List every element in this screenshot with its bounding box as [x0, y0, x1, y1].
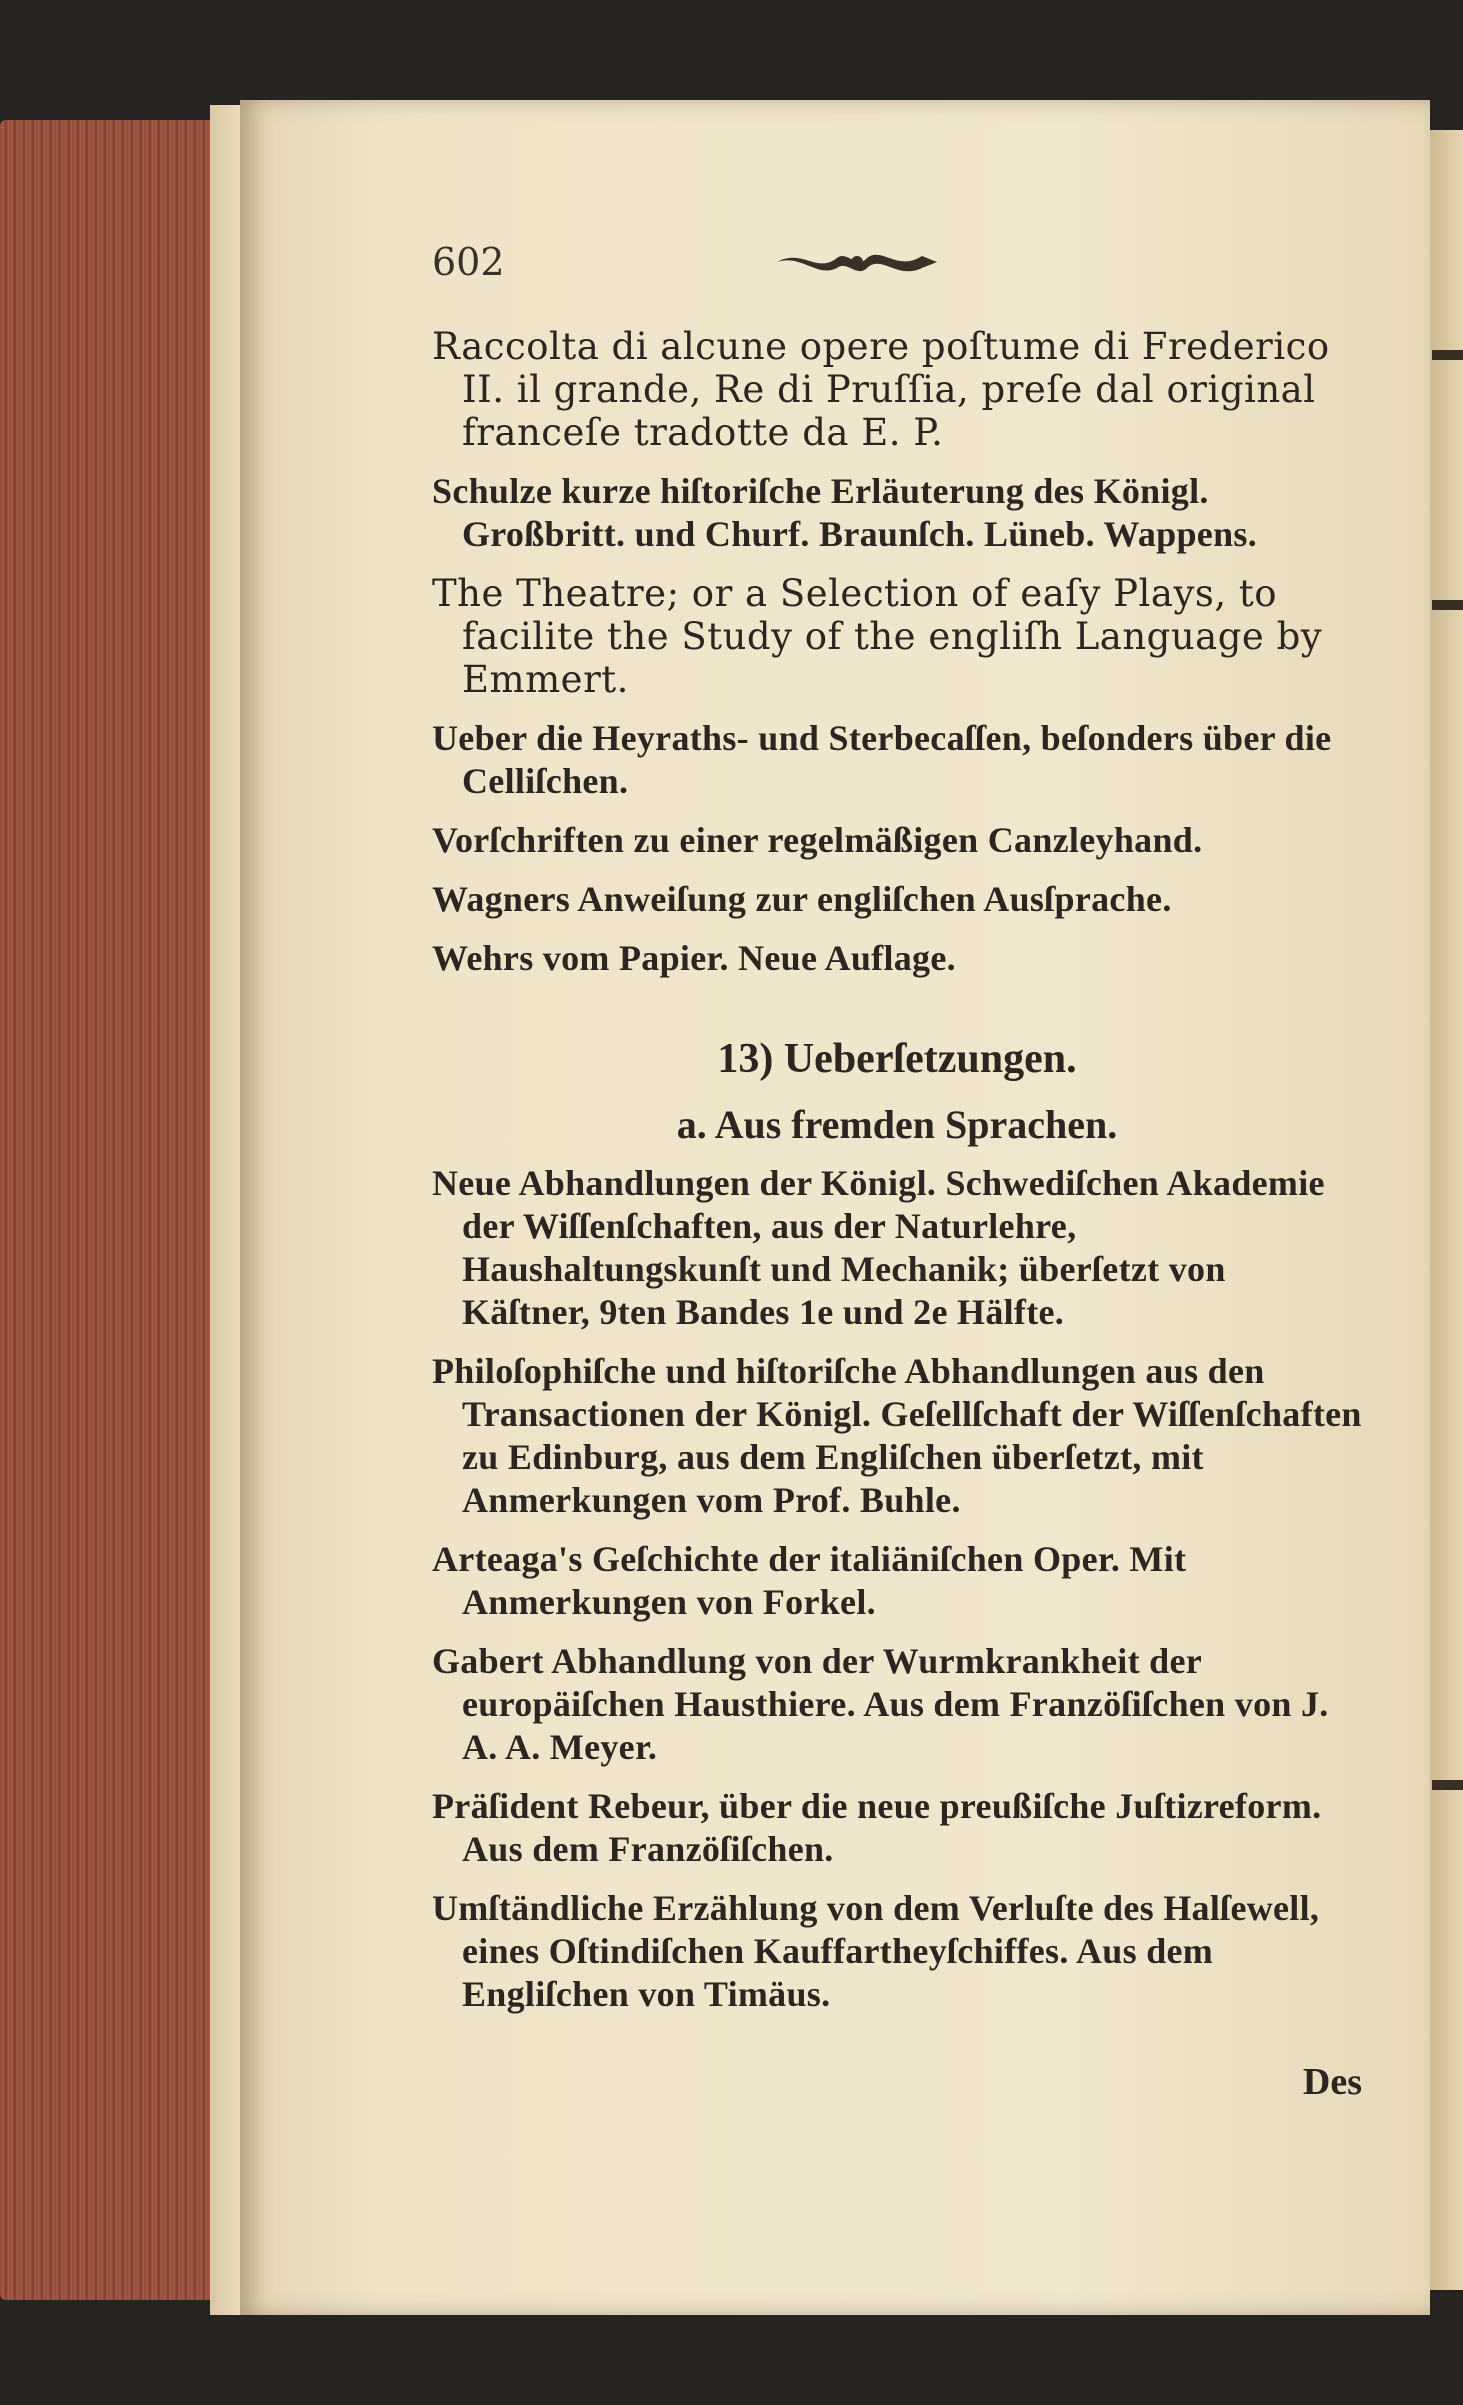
facing-page-edge: [1430, 130, 1463, 2290]
catalog-entry: Arteaga's Geſchichte der italiäniſchen Oper. Mit Anmerkungen von Forkel.: [432, 1539, 1187, 1622]
page-header: [432, 240, 1362, 300]
catalog-entry: Philoſophiſche und hiſtoriſche Abhandlungen aus den Transactionen der Königl. Geſellſchaft der Wiſſenſchaften zu Edinburg, aus dem Engliſchen überſetzt, mit Anmerkungen vom Prof. Buhle.: [432, 1351, 1362, 1520]
book-page-edges: [0, 120, 225, 2300]
catalog-entry: Präſident Rebeur, über die neue preußiſche Juſtizreform. Aus dem Franzöſiſchen.: [432, 1786, 1322, 1869]
page-body: [432, 325, 1362, 2103]
catchword: Des: [1302, 2061, 1362, 2103]
catalog-entry: Gabert Abhandlung von der Wurmkrankheit der europäiſchen Hausthiere. Aus dem Franzöſiſchen von J. A. A. Meyer.: [432, 1641, 1329, 1767]
catalog-entry: Schulze kurze hiſtoriſche Erläuterung des Königl. Großbritt. und Churf. Braunſch. Lüneb. Wappens.: [432, 471, 1258, 554]
catalog-entry: Ueber die Heyraths- und Sterbecaſſen, beſonders über die Celliſchen.: [432, 718, 1332, 801]
catalog-entry: Raccolta di alcune opere poſtume di Frederico II. il grande, Re di Pruſſia, preſe dal original franceſe tradotte da E. P.: [432, 325, 1330, 454]
facing-page-text-fragment: [1432, 1780, 1463, 1790]
catalog-entry: Neue Abhandlungen der Königl. Schwediſchen Akademie der Wiſſenſchaften, aus der Naturlehre, Haushaltungskunſt und Mechanik; überſetzt von Käſtner, 9ten Bandes 1e und 2e Hälfte.: [432, 1163, 1325, 1332]
ornament-vignette-icon: [772, 240, 942, 282]
catalog-entry: Vorſchriften zu einer regelmäßigen Canzleyhand.: [432, 820, 1203, 860]
catalog-entry: Umſtändliche Erzählung von dem Verluſte des Halſewell, eines Oſtindiſchen Kauffartheyſchiffes. Aus dem Engliſchen von Timäus.: [432, 1888, 1320, 2014]
catalog-entry: The Theatre; or a Selection of eaſy Plays, to facilite the Study of the engliſh Language by Emmert.: [432, 572, 1323, 701]
page-number: 602: [432, 240, 505, 284]
facing-page-text-fragment: [1432, 600, 1463, 610]
facing-page-text-fragment: [1432, 350, 1463, 360]
section-heading: 13) Ueberſetzungen.: [717, 1036, 1077, 1082]
catalog-entry: Wehrs vom Papier. Neue Auflage.: [432, 938, 956, 978]
catalog-entry: Wagners Anweiſung zur engliſchen Ausſprache.: [432, 879, 1172, 919]
section-subheading: a. Aus fremden Sprachen.: [676, 1102, 1118, 1147]
